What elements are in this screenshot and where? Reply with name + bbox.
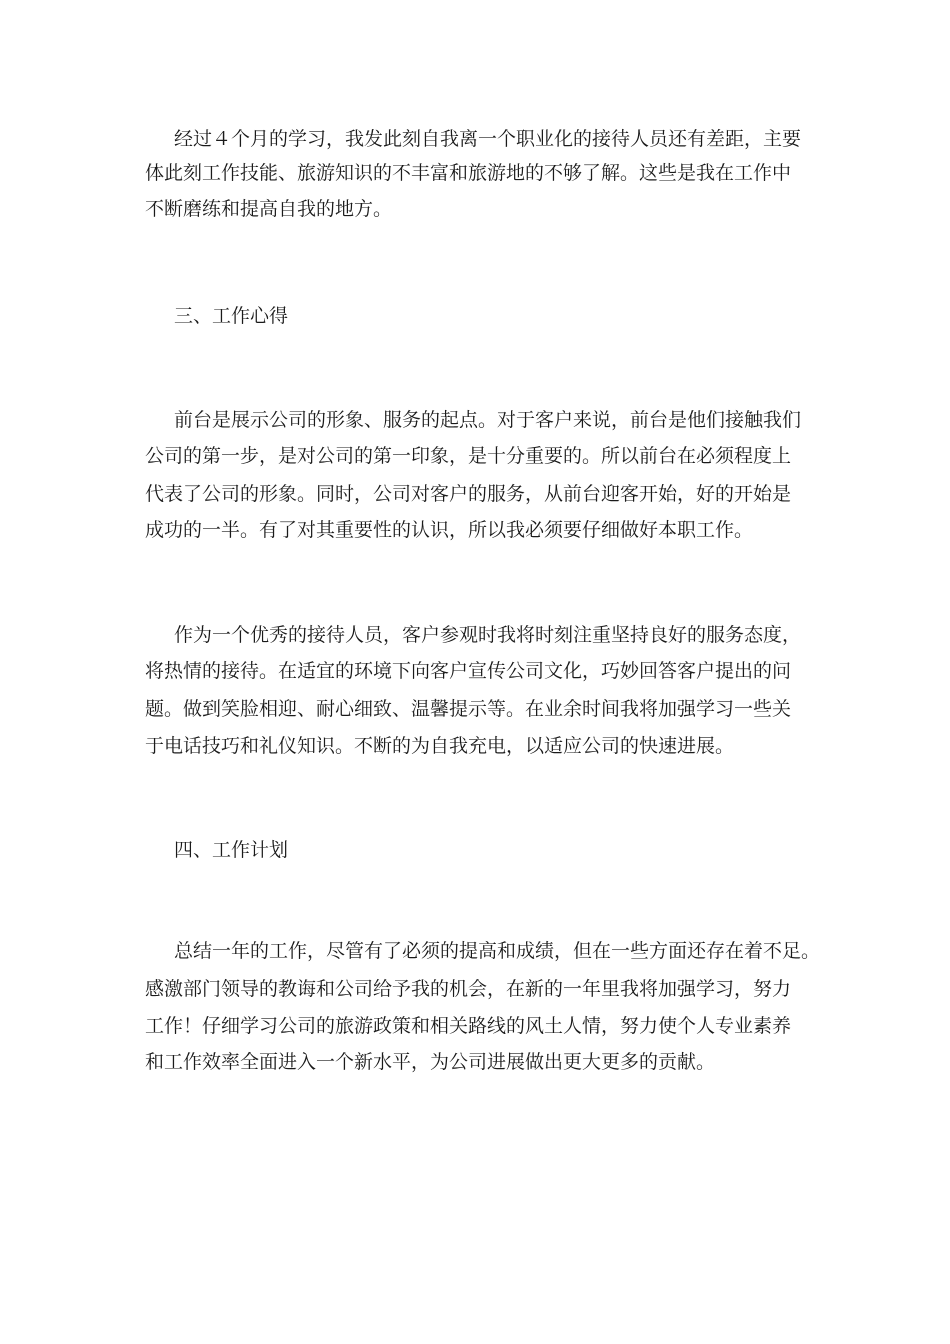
paragraph-4-line-2: 感激部门领导的教诲和公司给予我的机会，在新的一年里我将加强学习，努力 (145, 978, 792, 1000)
paragraph-2-line-1: 前台是展示公司的形象、服务的起点。对于客户来说，前台是他们接触我们 (174, 409, 802, 431)
paragraph-4-line-4: 和工作效率全面进入一个新水平，为公司进展做出更大更多的贡献。 (145, 1051, 716, 1073)
paragraph-3-line-3: 题。做到笑脸相迎、耐心细致、温馨提示等。在业余时间我将加强学习一些关 (145, 698, 792, 720)
paragraph-1-line-2: 体此刻工作技能、旅游知识的不丰富和旅游地的不够了解。这些是我在工作中 (145, 162, 792, 184)
paragraph-2-line-3: 代表了公司的形象。同时，公司对客户的服务，从前台迎客开始，好的开始是 (145, 483, 792, 505)
paragraph-2-line-4: 成功的一半。有了对其重要性的认识，所以我必须要仔细做好本职工作。 (145, 519, 754, 541)
paragraph-1-line-3: 不断磨练和提高自我的地方。 (145, 198, 393, 220)
paragraph-4-line-3: 工作！仔细学习公司的旅游政策和相关路线的风土人情，努力使个人专业素养 (145, 1015, 792, 1037)
section-heading-4: 四、工作计划 (174, 839, 289, 861)
paragraph-1-line-1: 经过４个月的学习，我发此刻自我离一个职业化的接待人员还有差距，主要 (174, 128, 802, 150)
paragraph-4-line-1: 总结一年的工作，尽管有了必须的提高和成绩，但在一些方面还存在着不足。 (174, 940, 821, 962)
paragraph-3-line-2: 将热情的接待。在适宜的环境下向客户宣传公司文化，巧妙回答客户提出的问 (145, 660, 792, 682)
paragraph-3-line-1: 作为一个优秀的接待人员，客户参观时我将时刻注重坚持良好的服务态度， (174, 624, 802, 646)
paragraph-3-line-4: 于电话技巧和礼仪知识。不断的为自我充电，以适应公司的快速进展。 (145, 735, 735, 757)
paragraph-2-line-2: 公司的第一步，是对公司的第一印象，是十分重要的。所以前台在必须程度上 (145, 445, 792, 467)
section-heading-3: 三、工作心得 (174, 305, 289, 327)
